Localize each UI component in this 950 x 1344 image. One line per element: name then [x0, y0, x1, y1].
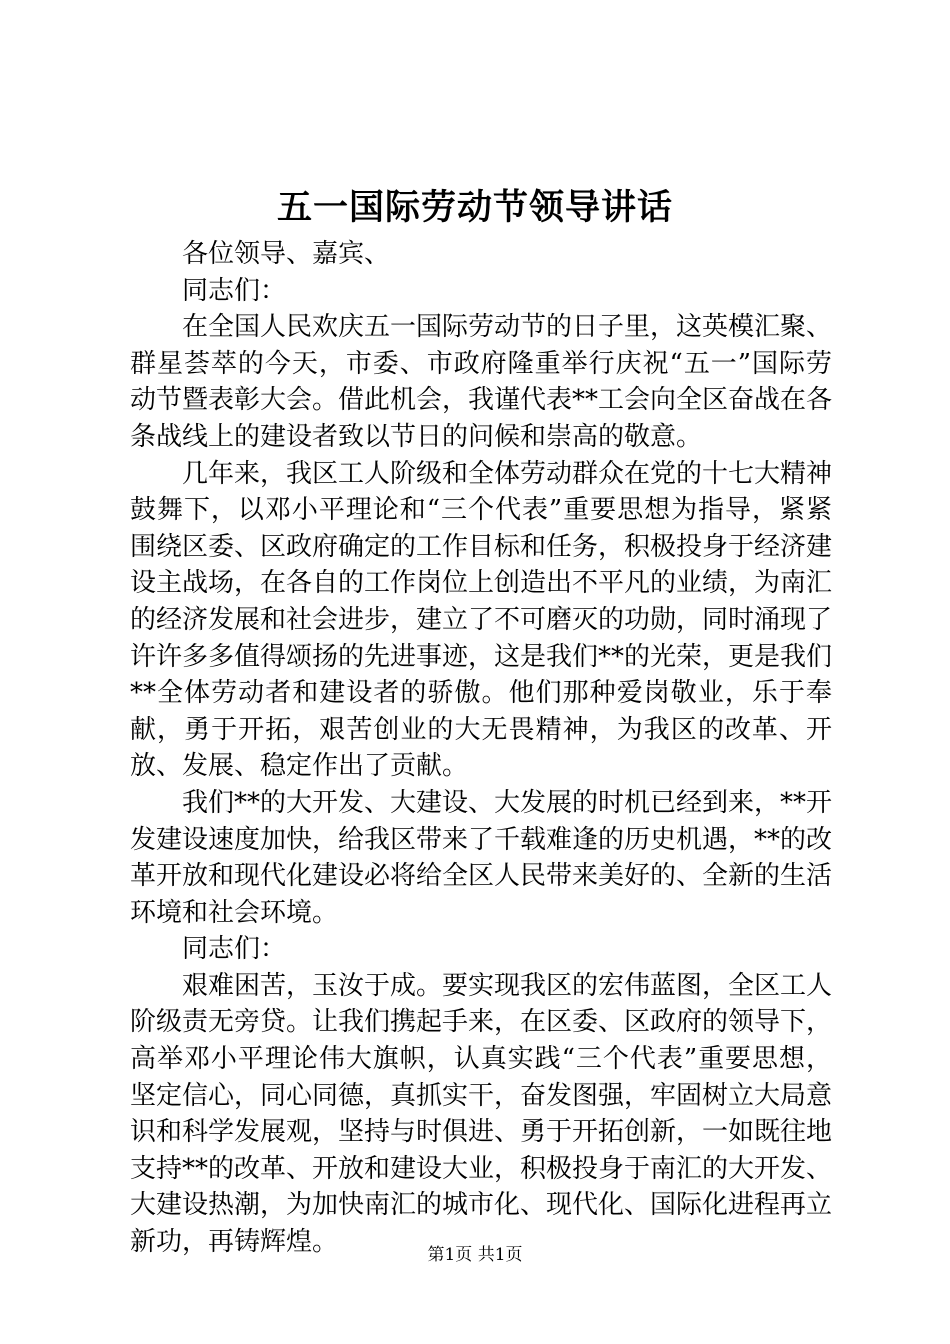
salutation-line: 同志们： — [182, 275, 287, 306]
body-paragraph: 我们**的大开发、大建设、大发展的时机已经到来，**开发建设速度加快，给我区带来了千载难逢的历史机遇，**的改革开放和现代化建设必将给全区人民带来美好的、全新的生活环境和社会环境。 — [130, 787, 833, 928]
salutation-line: 同志们： — [182, 934, 287, 965]
document-title: 五一国际劳动节领导讲话 — [276, 187, 673, 228]
body-paragraph: 在全国人民欢庆五一国际劳动节的日子里，这英模汇聚、群星荟萃的今天，市委、市政府隆重举行庆祝“五一”国际劳动节暨表彰大会。借此机会，我谨代表**工会向全区奋战在各条战线上的建设者致以节日的问候和崇高的敬意。 — [130, 312, 833, 452]
body-paragraph: 几年来，我区工人阶级和全体劳动群众在党的十七大精神鼓舞下，以邓小平理论和“三个代表”重要思想为指导，紧紧围绕区委、区政府确定的工作目标和任务，积极投身于经济建设主战场，在各自的工作岗位上创造出不平凡的业绩，为南汇的经济发展和社会进步，建立了不可磨灭的功勋，同时涌现了许许多多值得颂扬的先进事迹，这是我们**的光荣，更是我们**全体劳动者和建设者的骄傲。他们那种爱岗敬业，乐于奉献，勇于开拓，艰苦创业的大无畏精神，为我区的改革、开放、发展、稳定作出了贡献。 — [130, 458, 833, 782]
salutation-line: 各位领导、嘉宾、 — [182, 239, 391, 269]
document-body — [130, 236, 832, 1261]
page-footer: 第1页 共1页 — [427, 1245, 523, 1265]
body-paragraph: 艰难困苦，玉汝于成。要实现我区的宏伟蓝图，全区工人阶级责无旁贷。让我们携起手来，在区委、区政府的领导下，高举邓小平理论伟大旗帜，认真实践“三个代表”重要思想，坚定信心，同心同德，真抓实干，奋发图强，牢固树立大局意识和科学发展观，坚持与时俱进、勇于开拓创新，一如既往地支持**的改革、开放和建设大业，积极投身于南汇的大开发、大建设热潮，为加快南汇的城市化、现代化、国际化进程再立新功，再铸辉煌。 — [130, 970, 833, 1258]
